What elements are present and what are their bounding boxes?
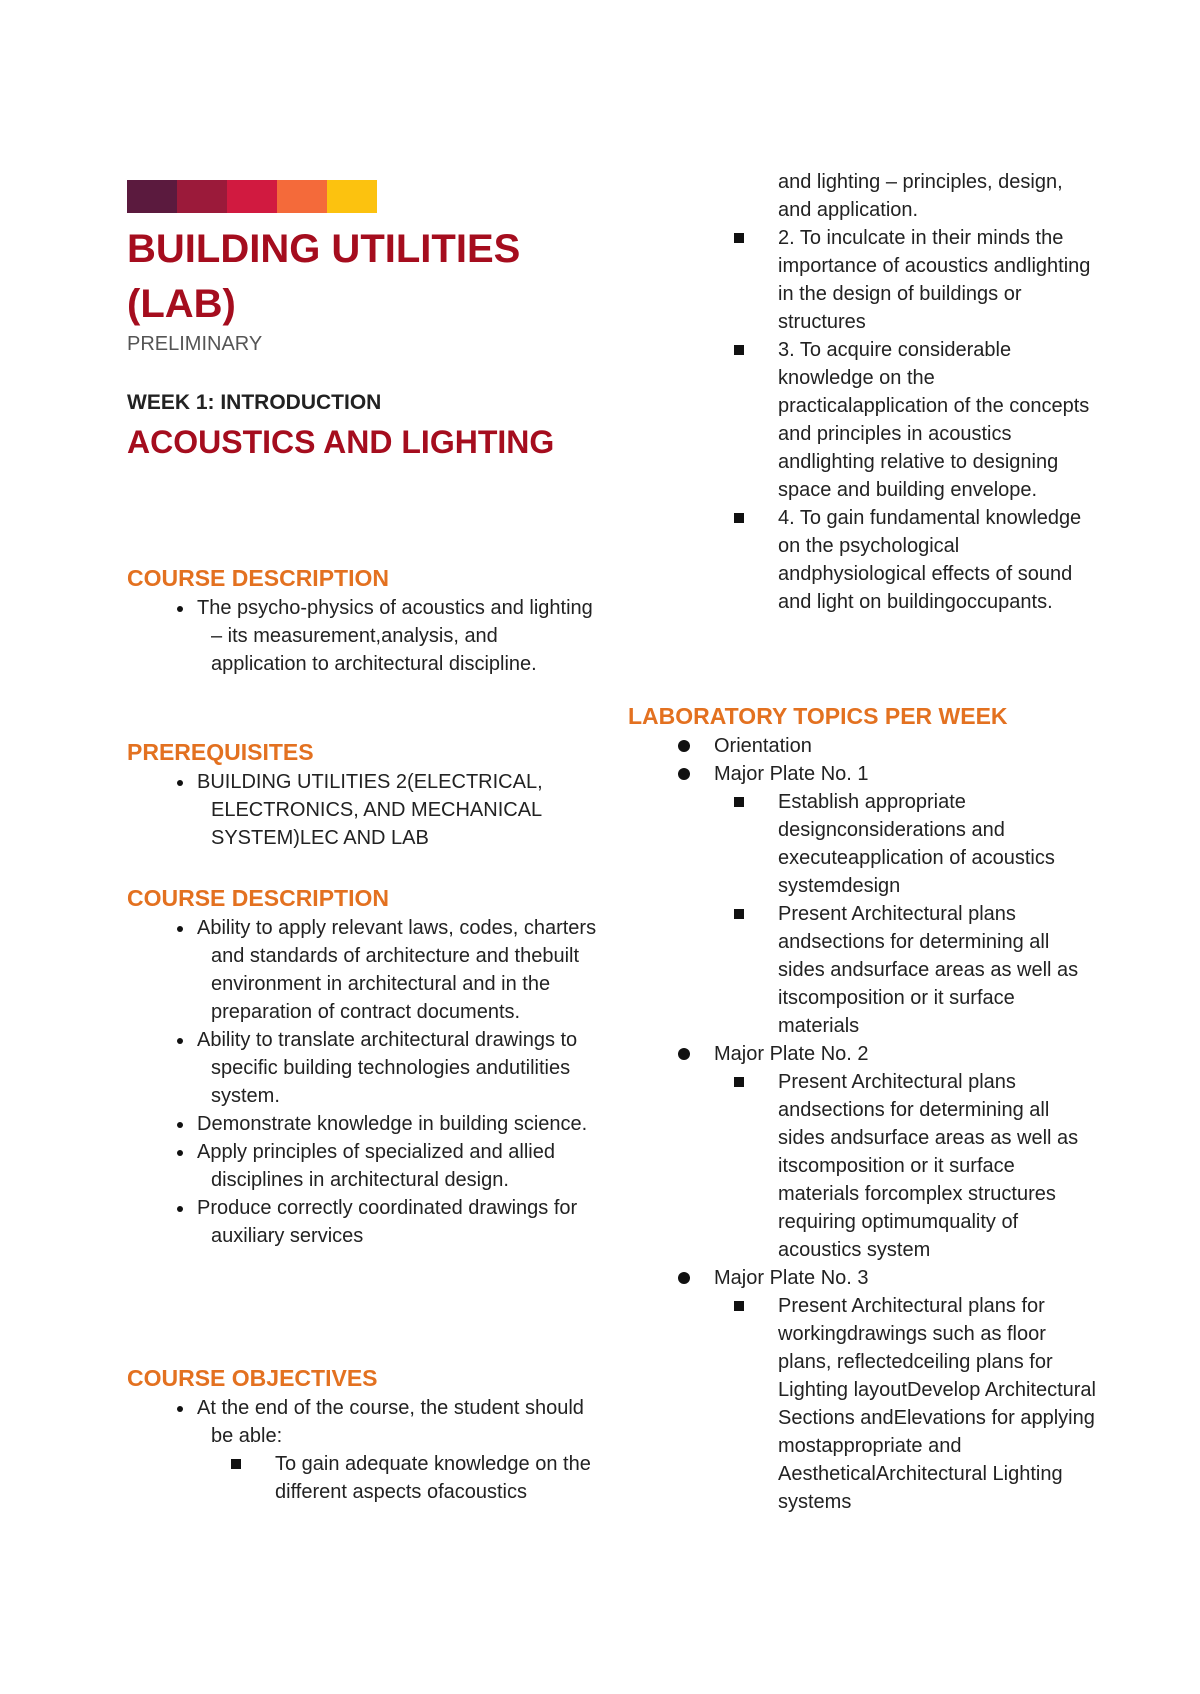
- course-description-list: [127, 594, 597, 678]
- list-item: Demonstrate knowledge in building science.: [127, 1110, 597, 1138]
- objectives-rest-list: [628, 224, 1098, 616]
- lab-topic-item: Orientation: [628, 732, 1098, 760]
- lab-topic-item: Major Plate No. 2: [628, 1040, 1098, 1068]
- section-heading-course-description: COURSE DESCRIPTION: [127, 565, 389, 591]
- lab-topics-list: [628, 732, 1098, 1516]
- list-item: To gain adequate knowledge on the different aspects ofacoustics: [127, 1450, 597, 1506]
- list-item: 3. To acquire considerable knowledge on the practicalapplication of the concepts and principles in acoustics andlighting relative to designing space and building envelope.: [628, 336, 1098, 504]
- list-item-continuation: and lighting – principles, design, and application.: [778, 171, 1063, 221]
- color-block-5: [327, 180, 377, 213]
- list-item: Ability to translate architectural drawings to specific building technologies andutilities system.: [127, 1026, 597, 1110]
- color-block-4: [277, 180, 327, 213]
- section-heading-prerequisites: PREREQUISITES: [127, 739, 314, 765]
- list-item: At the end of the course, the student should be able:: [127, 1394, 597, 1450]
- lab-subtopic-item: Establish appropriate designconsiderations and executeapplication of acoustics systemdesign: [628, 788, 1098, 900]
- lab-topic-item: Major Plate No. 3: [628, 1264, 1098, 1292]
- list-item: BUILDING UTILITIES 2(ELECTRICAL, ELECTRONICS, AND MECHANICAL SYSTEM)LEC AND LAB: [127, 768, 597, 852]
- list-item: Produce correctly coordinated drawings for auxiliary services: [127, 1194, 597, 1250]
- lab-subtopic-item: Present Architectural plans andsections for determining all sides andsurface areas as well as itscomposition or it surface materials: [628, 900, 1098, 1040]
- section-heading-lab-topics: LABORATORY TOPICS PER WEEK: [628, 703, 1008, 729]
- color-block-3: [227, 180, 277, 213]
- color-block-1: [127, 180, 177, 213]
- list-item: 2. To inculcate in their minds the importance of acoustics andlighting in the design of buildings or structures: [628, 224, 1098, 336]
- lab-subtopic-item: Present Architectural plans for workingdrawings such as floor plans, reflectedceiling plans for Lighting layoutDevelop Architectural Sections andElevations for applying mostappropriate and AestheticalArchitectural Lighting systems: [628, 1292, 1098, 1516]
- color-stripe: [127, 180, 377, 213]
- week-heading: WEEK 1: INTRODUCTION: [127, 391, 382, 414]
- list-item: Apply principles of specialized and allied disciplines in architectural design.: [127, 1138, 597, 1194]
- lab-topic-item: Major Plate No. 1: [628, 760, 1098, 788]
- list-item: The psycho-physics of acoustics and lighting – its measurement,analysis, and application to architectural discipline.: [127, 594, 597, 678]
- lab-subtopic-item: Present Architectural plans andsections for determining all sides andsurface areas as well as itscomposition or it surface materials forcomplex structures requiring optimumquality of acoustics system: [628, 1068, 1098, 1264]
- course-description-2-list: [127, 914, 597, 1250]
- section-heading-course-objectives: COURSE OBJECTIVES: [127, 1365, 378, 1391]
- list-item: 4. To gain fundamental knowledge on the psychological andphysiological effects of sound and light on buildingoccupants.: [628, 504, 1098, 616]
- section-heading-course-description-2: COURSE DESCRIPTION: [127, 885, 389, 911]
- color-block-2: [177, 180, 227, 213]
- course-objectives-sublist: [127, 1450, 597, 1506]
- objective-continuation: [628, 168, 1098, 224]
- course-objectives-list: [127, 1394, 597, 1450]
- document-subtitle: PRELIMINARY: [127, 333, 263, 355]
- document-title: BUILDING UTILITIES (LAB): [127, 227, 521, 326]
- prerequisites-list: [127, 768, 597, 852]
- topic-heading: ACOUSTICS AND LIGHTING: [127, 424, 555, 460]
- list-item: Ability to apply relevant laws, codes, charters and standards of architecture and thebuilt environment in architectural and in the preparation of contract documents.: [127, 914, 597, 1026]
